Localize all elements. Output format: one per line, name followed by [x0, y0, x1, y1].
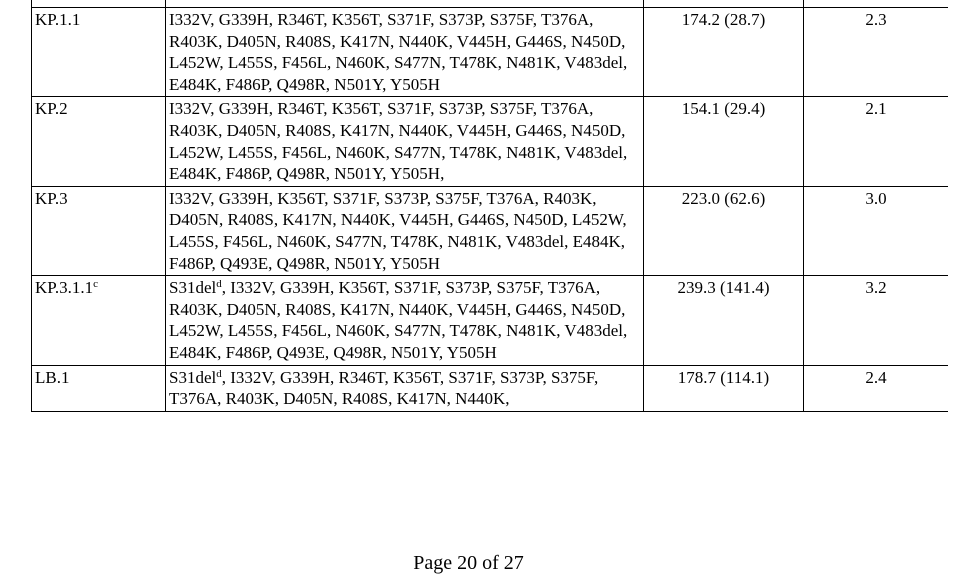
mutations-text: I332V, G339H, R346T, K356T, S371F, S373P, S375F, T376A, R403K, D405N, R408S, K417N, N440K, V445H, G446S, N450D, L452W, L455S, F456L, N460K, S477N, T478K, N481K, V483del, E484K, F486P, Q498R, N501Y, Y505H, — [169, 99, 628, 184]
ratio-cell — [804, 276, 949, 365]
mutations-prefix: S31del — [169, 367, 217, 387]
variant-name-cell — [32, 8, 166, 97]
ratio-cell — [804, 365, 949, 411]
ratio-text: 3.2 — [865, 278, 887, 298]
value-cell — [644, 8, 804, 97]
variant-table-container — [31, 0, 948, 517]
mutations-prefix-footnote: d — [216, 278, 222, 291]
value-cell — [644, 276, 804, 365]
mutations-text: , I332V, G339H, K356T, S371F, S373P, S375F, T376A, R403K, D405N, R408S, K417N, N440K, V445H, G446S, N450D, L452W, L455S, F456L, N460K, S477N, T478K, N481K, V483del, E484K, F486P, Q493E, Q498R, N501Y, Y505H — [169, 278, 628, 362]
variant-table — [31, 0, 948, 412]
ratio-text: 2.1 — [865, 99, 887, 119]
variant-name-cell — [32, 186, 166, 275]
mutations-text: , I332V, G339H, R346T, K356T, S371F, S373P, S375F, T376A, R403K, D405N, R408S, K417N, N440K, — [169, 367, 599, 409]
mutations-cell — [166, 97, 644, 186]
value-text: 223.0 (62.6) — [681, 188, 766, 208]
ratio-cell — [804, 97, 949, 186]
table-row — [32, 186, 949, 275]
table-row — [32, 8, 949, 97]
variant-name-cell — [32, 97, 166, 186]
variant-name: KP.1.1 — [35, 10, 81, 29]
value-text: 239.3 (141.4) — [677, 278, 770, 298]
table-row — [32, 97, 949, 186]
variant-name: LB.1 — [35, 367, 70, 387]
table-row-previous-page — [32, 0, 949, 8]
page-footer — [0, 551, 937, 575]
value-text: 154.1 (29.4) — [681, 99, 766, 119]
mutations-cell — [166, 186, 644, 275]
mutations-prefix: S31del — [169, 278, 217, 298]
value-cell — [644, 365, 804, 411]
mutations-prefix-footnote: d — [216, 367, 222, 380]
mutations-cell — [166, 365, 644, 411]
table-cell — [32, 0, 166, 8]
ratio-cell — [804, 186, 949, 275]
value-text: 178.7 (114.1) — [677, 367, 770, 387]
variant-name: KP.3.1.1 — [35, 278, 94, 298]
page-number: Page 20 of 27 — [413, 552, 524, 574]
table-cell — [804, 0, 949, 8]
table-cell — [166, 0, 644, 8]
variant-name: KP.2 — [35, 99, 68, 119]
variant-name: KP.3 — [35, 188, 68, 208]
value-cell — [644, 186, 804, 275]
ratio-text: 3.0 — [865, 188, 887, 208]
mutations-cell — [166, 276, 644, 365]
table-row — [32, 365, 949, 411]
ratio-text: 2.4 — [865, 367, 887, 387]
mutations-cell — [166, 8, 644, 97]
variant-name-footnote: c — [93, 278, 98, 291]
value-text: 174.2 (28.7) — [681, 10, 766, 29]
mutations-text: I332V, G339H, K356T, S371F, S373P, S375F, T376A, R403K, D405N, R408S, K417N, N440K, V445H, G446S, N450D, L452W, L455S, F456L, N460K, S477N, T478K, N481K, V483del, E484K, F486P, Q493E, Q498R, N501Y, Y505H — [169, 188, 627, 273]
ratio-text: 2.3 — [865, 10, 887, 29]
variant-name-cell — [32, 365, 166, 411]
value-cell — [644, 97, 804, 186]
variant-name-cell — [32, 276, 166, 365]
ratio-cell — [804, 8, 949, 97]
mutations-text: I332V, G339H, R346T, K356T, S371F, S373P, S375F, T376A, R403K, D405N, R408S, K417N, N440K, V445H, G446S, N450D, L452W, L455S, F456L, N460K, S477N, T478K, N481K, V483del, E484K, F486P, Q498R, N501Y, Y505H — [169, 10, 628, 94]
table-row — [32, 276, 949, 365]
table-cell — [644, 0, 804, 8]
